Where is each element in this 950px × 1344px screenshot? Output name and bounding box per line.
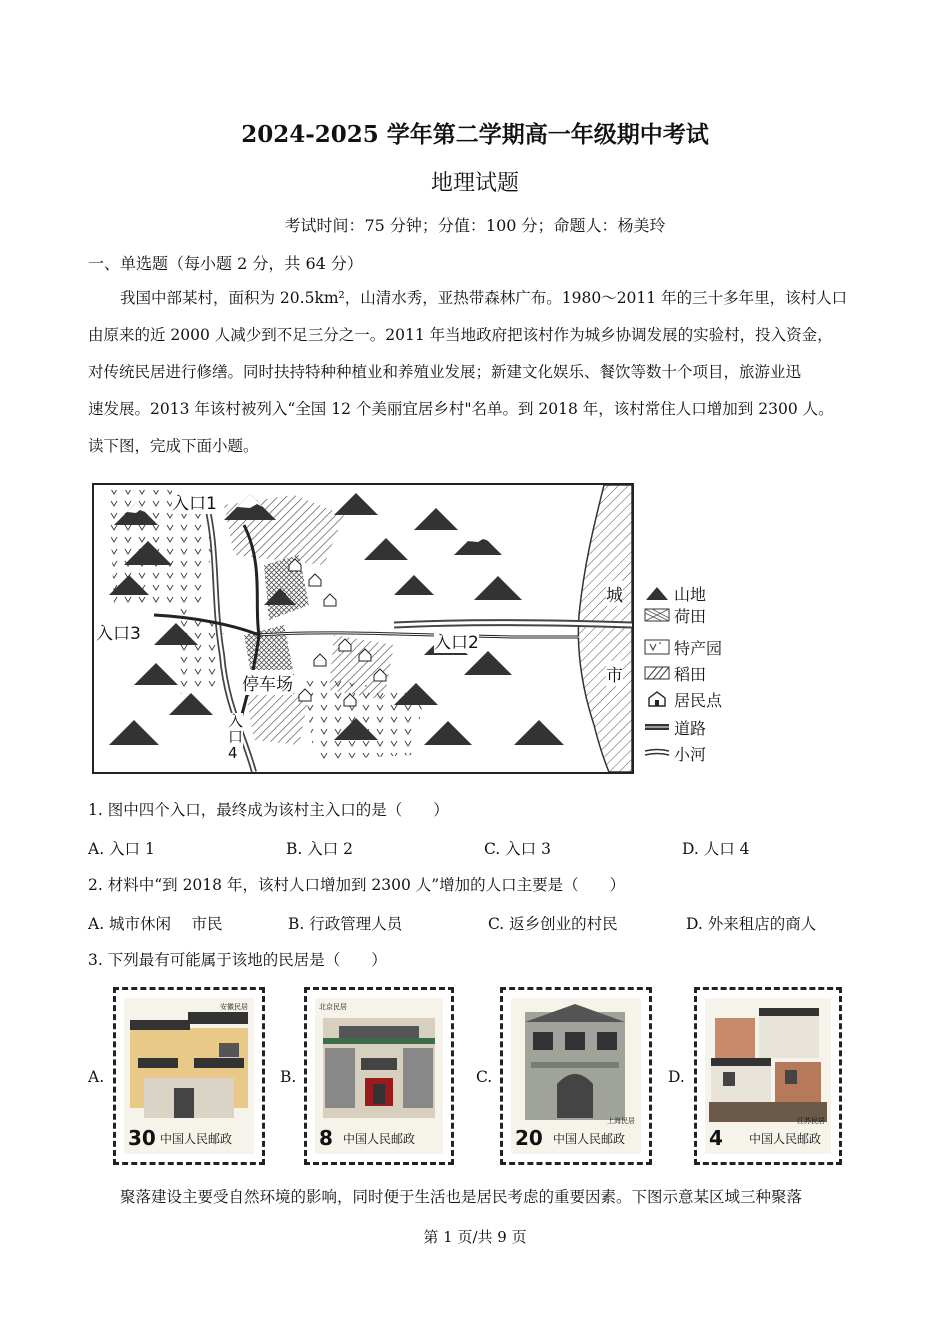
q2-option-d[interactable]: D. 外来租店的商人 (686, 915, 817, 933)
passage-line: 对传统民居进行修缮。同时扶持特种种植业和养殖业发展；新建文化娱乐、餐饮等数十个项目，旅游业迅 (88, 363, 802, 381)
road-icon (644, 722, 670, 732)
section-heading: 一、单选题（每小题 2 分，共 64 分） (88, 254, 363, 273)
city-label-1: 城 (606, 581, 623, 606)
legend-river: 小河 (644, 740, 706, 766)
passage-line: 速发展。2013 年该村被列入“全国 12 个美丽宜居乡村"名单。到 2018 年，该村常住人口增加到 2300 人。 (88, 400, 834, 418)
legend-lotus-field: 荷田 (644, 602, 706, 628)
q3-option-b[interactable]: B. (280, 1068, 297, 1086)
stamp-d[interactable] (694, 987, 842, 1165)
q2-option-c[interactable]: C. 返乡创业的村民 (488, 915, 618, 933)
stamp-b-tag: 北京民居 (319, 1003, 347, 1011)
passage-line: 由原来的近 2000 人减少到不足三分之一。2011 年当地政府把该村作为城乡协调发展的实验村，投入资金， (88, 326, 833, 344)
village-map (92, 483, 634, 774)
stamp-a-value: 30 (128, 1126, 156, 1150)
map-drawing (94, 485, 632, 772)
q3-option-d[interactable]: D. (668, 1068, 685, 1086)
stamp-b-value: 8 (319, 1126, 333, 1150)
stamp-c-value: 20 (515, 1126, 543, 1150)
stamp-d-tag: 江苏民居 (797, 1117, 825, 1125)
q1-option-b[interactable]: B. 入口 2 (286, 840, 354, 858)
stamp-c[interactable] (500, 987, 652, 1165)
question-1-stem: 1. 图中四个入口，最终成为该村主入口的是（ ） (88, 801, 449, 819)
legend-road: 道路 (644, 714, 706, 740)
q1-option-a[interactable]: A. 入口 1 (88, 840, 155, 858)
stamp-d-value: 4 (709, 1126, 723, 1150)
q3-option-c[interactable]: C. (476, 1068, 493, 1086)
exam-meta: 考试时间：75 分钟；分值：100 分；命题人：杨美玲 (284, 216, 666, 235)
legend-mountain: 山地 (644, 580, 706, 606)
stamp-b-caption: 中国人民邮政 (343, 1132, 416, 1146)
stamp-a[interactable] (113, 987, 265, 1165)
stamp-a-tag: 安徽民居 (220, 1003, 248, 1011)
question-2-stem: 2. 材料中“到 2018 年，该村人口增加到 2300 人”增加的人口主要是（ ） (88, 876, 626, 894)
entrance3-label: 入口3 (96, 619, 141, 644)
stamp-a-caption: 中国人民邮政 (160, 1132, 233, 1146)
mountain-icon (644, 584, 670, 602)
entrance4-label: 入 口 4 (228, 712, 244, 762)
question-3-stem: 3. 下列最有可能属于该地的民居是（ ） (88, 951, 387, 969)
exam-subject: 地理试题 (430, 171, 519, 196)
rice-field-icon (644, 666, 670, 680)
specialty-garden-icon (644, 639, 670, 655)
page-number: 第 1 页/共 9 页 (423, 1228, 527, 1246)
stamp-c-tag: 上海民居 (607, 1117, 635, 1125)
passage-2: 聚落建设主要受自然环境的影响，同时便于生活也是居民考虑的重要因素。下图示意某区域三种聚落 (120, 1188, 803, 1206)
q1-option-c[interactable]: C. 入口 3 (484, 840, 551, 858)
lotus-field-icon (644, 608, 670, 622)
river-icon (644, 747, 670, 759)
stamp-b[interactable] (304, 987, 454, 1165)
q3-option-a[interactable]: A. (88, 1068, 105, 1086)
q2-option-a[interactable]: A. 城市休闲 市民 (88, 915, 223, 933)
stamp-d-caption: 中国人民邮政 (749, 1132, 822, 1146)
q1-option-d[interactable]: D. 人口 4 (682, 840, 750, 858)
legend-specialty-garden: 特产园 (644, 634, 722, 660)
stamp-c-caption: 中国人民邮政 (553, 1132, 626, 1146)
legend-settlement: 居民点 (644, 686, 722, 712)
parking-label: 停车场 (242, 670, 293, 695)
house-icon (644, 690, 670, 708)
entrance2-label: 入口2 (434, 628, 479, 653)
q2-option-b[interactable]: B. 行政管理人员 (288, 915, 403, 933)
passage (88, 280, 878, 465)
exam-title: 2024-2025 学年第二学期高一年级期中考试 (241, 121, 709, 148)
passage-line: 我国中部某村，面积为 20.5km²，山清水秀，亚热带森林广布。1980～2011 年的三十多年里，该村人口 (120, 289, 848, 307)
entrance1-label: 入口1 (172, 489, 217, 514)
passage-line: 读下图，完成下面小题。 (88, 437, 259, 455)
legend-rice-field: 稻田 (644, 660, 706, 686)
city-label-2: 市 (606, 661, 623, 686)
